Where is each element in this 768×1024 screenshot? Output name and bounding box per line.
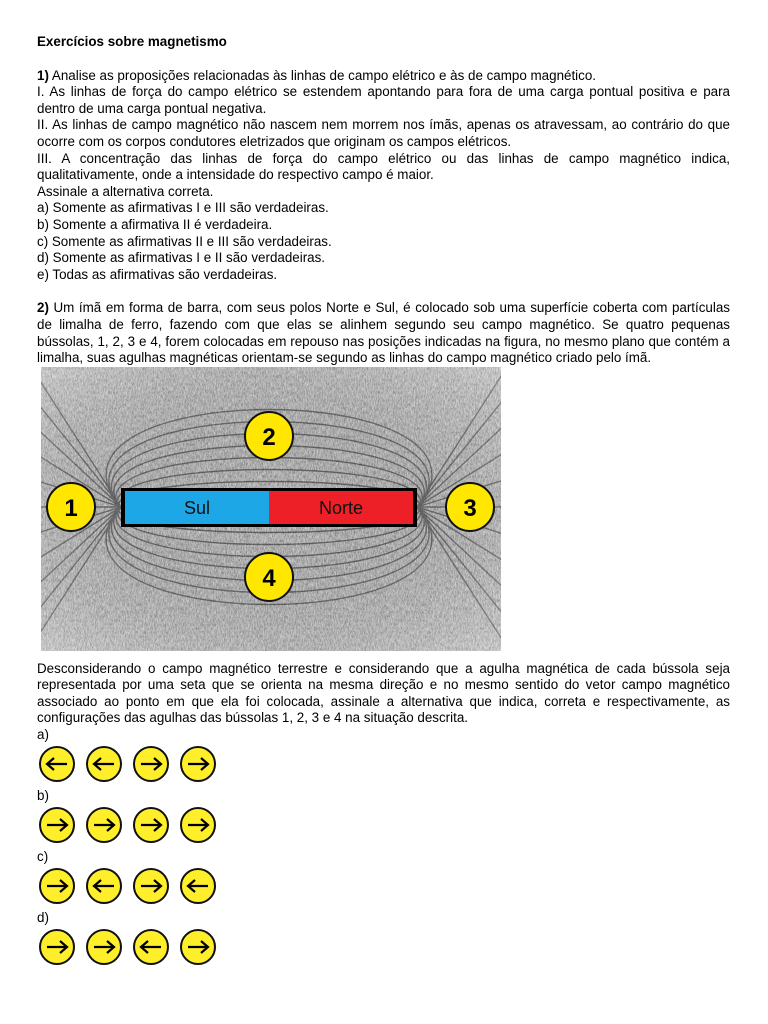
- arrow-right-icon: [45, 818, 69, 832]
- compass-icon: [86, 807, 122, 843]
- q1-intro-text: Analise as proposições relacionadas às linhas de campo elétrico e às de campo magnético.: [51, 67, 597, 83]
- arrow-right-icon: [139, 818, 163, 832]
- document-page: [37, 34, 730, 971]
- arrow-right-icon: [45, 879, 69, 893]
- compass-icon: [180, 868, 216, 904]
- compass-icon: [180, 807, 216, 843]
- q2-option-label: b): [37, 788, 49, 804]
- q1-prompt: Assinale a alternativa correta.: [37, 183, 214, 199]
- q1-option-b: b) Somente a afirmativa II é verdadeira.: [37, 216, 273, 232]
- document-title: Exercícios sobre magnetismo: [37, 34, 227, 49]
- compass-2: [245, 412, 293, 460]
- compass-icon: [133, 929, 169, 965]
- q2-option-compass-row: [39, 807, 730, 843]
- south-label: Sul: [183, 497, 211, 518]
- compass-icon: [39, 929, 75, 965]
- q2-intro-text: Um ímã em forma de barra, com seus polos Norte e Sul, é colocado sob uma superfície coberta com partículas de limalha de ferro, fazendo com que elas se alinhem segundo seu campo magnético. Se quatro pequenas bússolas, 1, 2, 3 e 4, forem colocadas em repouso nas posições indicadas na figura, no mesmo plano que contém a limalha, suas agulhas magnéticas orientam-se segundo as linhas do campo magnético criado pelo ímã.: [37, 300, 730, 366]
- arrow-left-icon: [92, 757, 116, 771]
- compass-4-label: 4: [262, 564, 276, 592]
- arrow-right-icon: [139, 757, 163, 771]
- q1-proposition-i: I. As linhas de força do campo elétrico se estendem apontando para fora de uma carga pontual positiva e para dentro de uma carga pontual negativa.: [37, 84, 730, 116]
- arrow-right-icon: [92, 940, 116, 954]
- q1-option-a: a) Somente as afirmativas I e III são verdadeiras.: [37, 200, 329, 216]
- q2-option-label: d): [37, 910, 49, 926]
- compass-icon: [180, 929, 216, 965]
- arrow-right-icon: [92, 818, 116, 832]
- q2-option-compass-row: [39, 868, 730, 904]
- north-label: Norte: [318, 497, 364, 518]
- arrow-right-icon: [186, 757, 210, 771]
- q2-number: 2): [37, 300, 49, 316]
- magnet-figure: [41, 367, 501, 651]
- compass-icon: [39, 807, 75, 843]
- q2-option-compass-row: [39, 929, 730, 965]
- q2-answer-options: [37, 727, 730, 965]
- arrow-left-icon: [186, 879, 210, 893]
- q1-intro: [37, 68, 730, 85]
- q1-option-c: c) Somente as afirmativas II e III são verdadeiras.: [37, 233, 332, 249]
- compass-3: [446, 483, 494, 531]
- q1-proposition-iii: III. A concentração das linhas de força do campo elétrico ou das linhas de campo magnético indica, qualitativamente, onde a intensidade do respectivo campo é maior.: [37, 150, 730, 183]
- arrow-right-icon: [139, 879, 163, 893]
- arrow-left-icon: [92, 879, 116, 893]
- compass-icon: [180, 746, 216, 782]
- arrow-left-icon: [139, 940, 163, 954]
- arrow-left-icon: [45, 757, 69, 771]
- compass-icon: [39, 746, 75, 782]
- q2-intro: [37, 300, 730, 366]
- q1-option-e: e) Todas as afirmativas são verdadeiras.: [37, 266, 278, 282]
- compass-icon: [86, 868, 122, 904]
- compass-2-label: 2: [262, 423, 276, 451]
- q2-option-compass-row: [39, 746, 730, 782]
- compass-icon: [133, 807, 169, 843]
- compass-1-label: 1: [64, 494, 78, 522]
- arrow-right-icon: [186, 940, 210, 954]
- compass-icon: [133, 868, 169, 904]
- compass-4: [245, 553, 293, 601]
- iron-filings-image: [41, 367, 501, 651]
- q1-number: 1): [37, 67, 49, 83]
- q2-option-label: a): [37, 727, 49, 743]
- q1-option-d: d) Somente as afirmativas I e II são verdadeiras.: [37, 250, 326, 266]
- q2-question: Desconsiderando o campo magnético terrestre e considerando que a agulha magnética de cada bússola seja representada por uma seta que se orienta na mesma direção e no mesmo sentido do vetor campo magnético associado ao ponto em que ela foi colocada, assinale a alternativa que indica, correta e respectivamente, as configurações das agulhas das bússolas 1, 2, 3 e 4 na situação descrita.: [37, 660, 730, 726]
- q2-option-label: c): [37, 849, 49, 865]
- compass-icon: [39, 868, 75, 904]
- q1-proposition-ii: II. As linhas de campo magnético não nascem nem morrem nos ímãs, apenas os atravessam, ao contrário do que ocorre com os corpos condutores eletrizados que originam os campos elétricos.: [37, 117, 730, 149]
- compass-icon: [86, 929, 122, 965]
- compass-icon: [86, 746, 122, 782]
- compass-icon: [133, 746, 169, 782]
- arrow-right-icon: [45, 940, 69, 954]
- compass-1: [47, 483, 95, 531]
- arrow-right-icon: [186, 818, 210, 832]
- compass-3-label: 3: [463, 494, 477, 522]
